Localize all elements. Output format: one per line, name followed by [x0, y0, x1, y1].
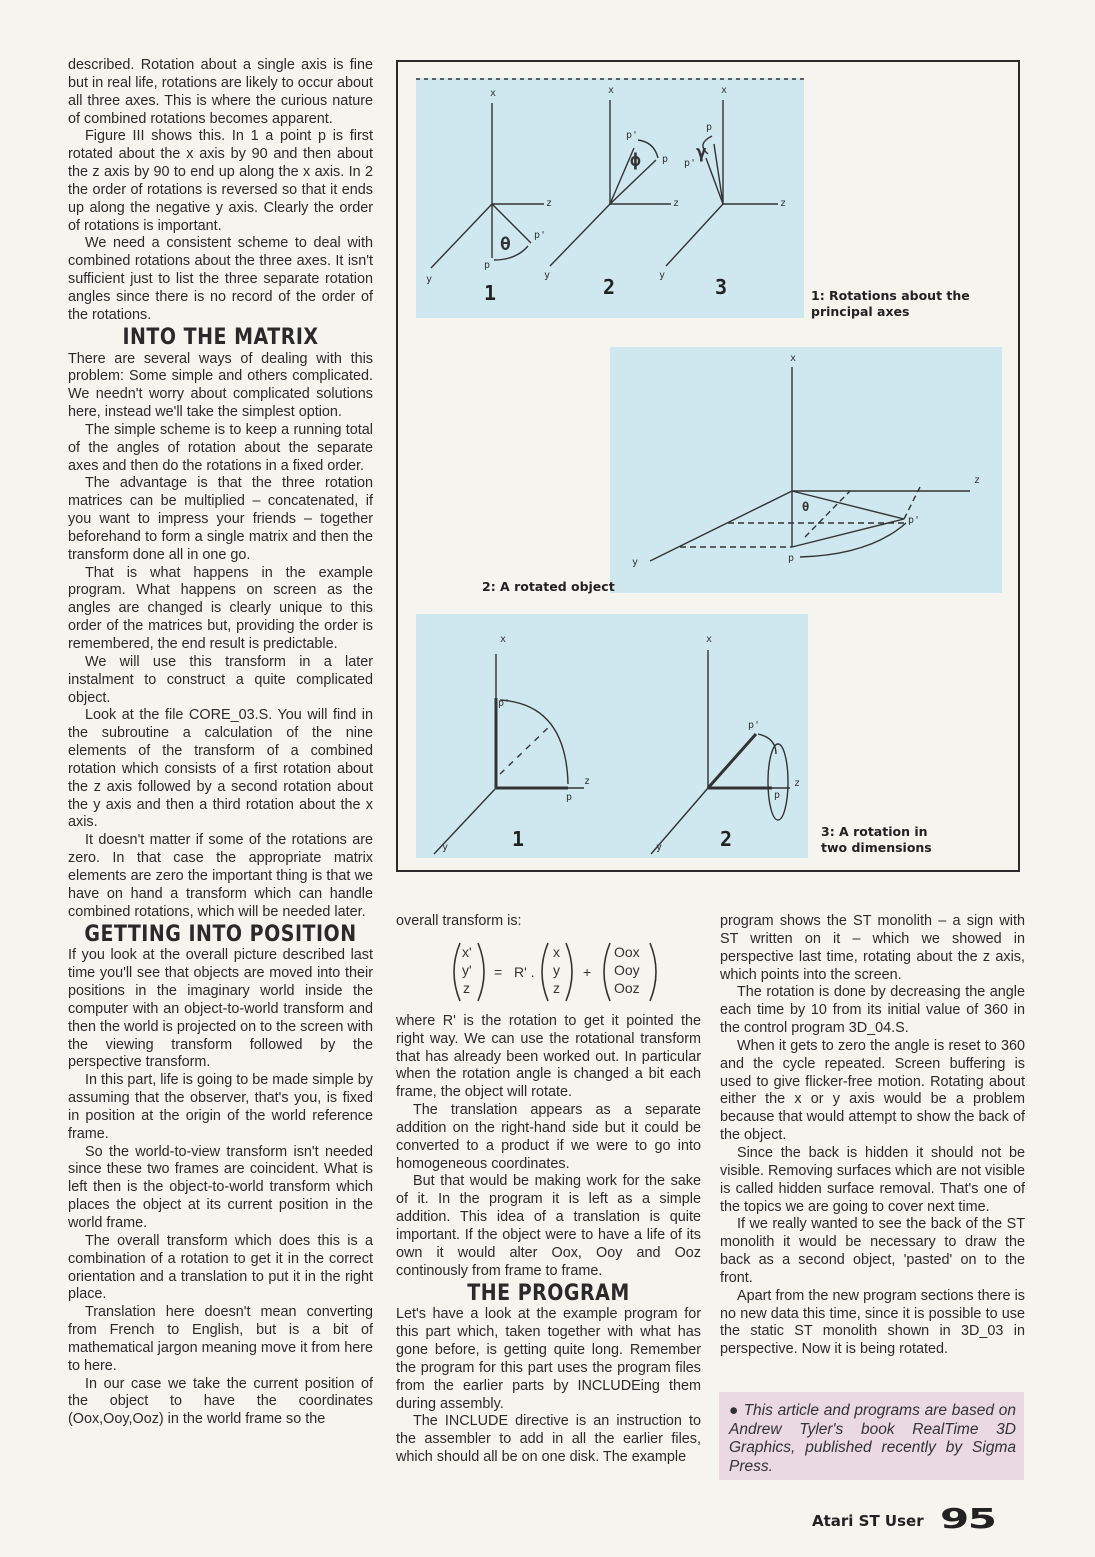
- equation-term: y: [553, 961, 560, 978]
- figure-caption-1: [811, 288, 970, 320]
- equation-term: z: [553, 979, 560, 996]
- paragraph: If we really wanted to see the back of the ST monolith it would be necessary to draw the back as a second object, 'pasted' on to the front.: [720, 1216, 1025, 1286]
- axis-label-z: z: [673, 198, 680, 209]
- caption-line: principal axes: [811, 304, 910, 319]
- axis-label-z: z: [974, 475, 981, 486]
- theta-symbol: θ: [500, 234, 511, 255]
- paragraph: Translation here doesn't mean converting from French to English, but is a bit of mathematical jargon meaning move it from here to here.: [68, 1304, 373, 1374]
- author-note-text: This article and programs are based on Andrew Tyler's book RealTime 3D Graphics, published recently by Sigma Press.: [729, 1402, 1016, 1475]
- article-column-2: [396, 913, 701, 1467]
- paragraph: The rotation is done by decreasing the angle each time by 10 from its initial value of 360 in the control program 3D_04.S.: [720, 984, 1025, 1037]
- equation-term: z: [463, 979, 470, 996]
- point-label: p': [684, 158, 697, 169]
- paragraph: The advantage is that the three rotation matrices can be multiplied – concatenated, if you want to impress your friends – together beforehand to form a single matrix and then the transform done all in one go.: [68, 475, 373, 563]
- axis-label-y: y: [442, 842, 449, 853]
- axis-label-z: z: [584, 776, 591, 787]
- axis-label-x: x: [608, 85, 615, 96]
- equation-term: =: [494, 963, 503, 980]
- point-label: p: [706, 122, 713, 133]
- diagram-number: 2: [720, 827, 733, 851]
- point-label: p: [788, 553, 795, 564]
- diagram-number: 3: [715, 275, 728, 299]
- equation-term: x: [553, 943, 560, 960]
- caption-line: 3: A rotation in: [821, 824, 928, 839]
- caption-line: 1: Rotations about the: [811, 288, 970, 303]
- axis-label-x: x: [500, 634, 507, 645]
- point-label: p: [662, 154, 669, 165]
- equation-term: Ooz: [614, 979, 640, 996]
- paragraph: Apart from the new program sections there is no new data this time, since it is possible to use the static ST monolith shown in 3D_03 in perspective. Now it is being rotated.: [720, 1287, 1025, 1358]
- paragraph: When it gets to zero the angle is reset to 360 and the cycle repeated. Screen buffering is used to give flicker-free motion. Rotating about either the x or y axis would be a problem because that would attempt to show the back of the object.: [720, 1037, 1025, 1144]
- paragraph: Figure III shows this. In 1 a point p is first rotated about the x axis by 90 and then about the z axis by 90 to end up along the x axis. In 2 the order of rotations is reversed so that it ends up along the negative y axis. Clearly the order of rotations is important.: [68, 128, 373, 234]
- paragraph: It doesn't matter if some of the rotations are zero. In that case the appropriate matrix elements are zero the important thing is that we have on hand a transform which can handle combined rotations, which will be needed later.: [68, 832, 373, 920]
- axis-label-z: z: [546, 198, 553, 209]
- paragraph: We will use this transform in a later instalment to construct a quite complicated object.: [68, 653, 373, 706]
- equation-term: Oox: [614, 943, 640, 960]
- gamma-symbol: γ: [696, 142, 707, 163]
- rotated-object-diagram: [610, 347, 1002, 593]
- paragraph: overall transform is:: [396, 913, 522, 929]
- paragraph: The translation appears as a separate addition on the right-hand side but it could be converted to a product if we were to go into homogeneous coordinates.: [396, 1102, 701, 1172]
- axis-label-y: y: [656, 842, 663, 853]
- diagram-number: 1: [484, 281, 497, 305]
- section-heading: INTO THE MATRIX: [122, 323, 319, 350]
- point-label: p': [908, 515, 921, 526]
- equation-term: y': [462, 961, 472, 978]
- point-label: p: [774, 790, 781, 801]
- author-note-box: [719, 1392, 1024, 1480]
- point-label: p': [498, 698, 511, 709]
- figure-panel-3: [416, 614, 808, 858]
- point-label: p: [566, 792, 573, 803]
- axis-label-y: y: [544, 270, 551, 281]
- point-label: p': [534, 230, 547, 241]
- figure-panel-2: [610, 347, 1002, 593]
- paragraph: In our case we take the current position of the object to have the coordinates (Oox,Ooy,Ooz) in the world frame so the: [68, 1375, 373, 1428]
- paragraph: Let's have a look at the example program for this part which, taken together with what has gone before, is getting quite long. Remember the program for this part uses the program files from the earlier parts by INCLUDEing them during assembly.: [396, 1306, 701, 1412]
- two-dimension-rotation-diagram: [416, 614, 808, 858]
- paragraph: Look at the file CORE_03.S. You will find in the subroutine a calculation of the nine elements of the transform of a combined rotation which consists of a first rotation about the z axis followed by a second rotation about the y axis and then a third rotation about the x axis.: [68, 707, 373, 831]
- axis-label-x: x: [721, 85, 728, 96]
- axis-label-x: x: [790, 353, 797, 364]
- rotations-diagram: [416, 78, 804, 318]
- figure-box: [396, 60, 1020, 872]
- paragraph: In this part, life is going to be made simple by assuming that the observer, that's you, is fixed in position at the origin of the world reference frame.: [68, 1072, 373, 1142]
- equation-term: Ooy: [614, 961, 640, 978]
- equation-term: R' .: [514, 963, 535, 980]
- equation-term: +: [583, 963, 592, 980]
- equation-graphic: [396, 937, 701, 1007]
- paragraph: where R' is the rotation to get it pointed the right way. We can use the rotational transform that has already been worked out. In particular when the rotation angle is changed a bit each frame, the object will rotate.: [396, 1012, 701, 1101]
- paragraph: Since the back is hidden it should not be visible. Removing surfaces which are not visible is called hidden surface removal. That's one of the topics we are going to cover next time.: [720, 1144, 1025, 1215]
- article-column-1: [68, 57, 373, 1429]
- axis-label-x: x: [706, 634, 713, 645]
- diagram-number: 1: [512, 827, 525, 851]
- paragraph: If you look at the overall picture described last time you'll see that objects are moved into their positions in the imaginary world inside the computer with an object-to-world transform and then the world is projected on to the screen with the viewing transform followed by the perspective transform.: [68, 947, 373, 1071]
- paragraph: So the world-to-view transform isn't needed since these two frames are coincident. What is left then is the object-to-world transform which places the object at its current position in the world frame.: [68, 1143, 373, 1231]
- article-column-3: [720, 913, 1025, 1359]
- point-label: p: [484, 260, 491, 271]
- theta-symbol: θ: [802, 500, 810, 514]
- paragraph: described. Rotation about a single axis is fine but in real life, rotations are likely to occur about all three axes. This is where the curious nature of combined rotations becomes apparent.: [68, 57, 373, 127]
- paragraph: The overall transform which does this is a combination of a rotation to get it in the correct orientation and a translation to put it in the right place.: [68, 1232, 373, 1303]
- figure-caption-3: [821, 824, 932, 856]
- paragraph: But that would be making work for the sake of it. In the program it is left as a simple addition. This idea of a translation is quite important. If the object were to have a life of its own it would alter Oox, Ooy and Ooz continously from frame to frame.: [396, 1173, 701, 1279]
- magazine-name: Atari ST User: [812, 1512, 924, 1530]
- axis-label-z: z: [780, 198, 787, 209]
- axis-label-z: z: [794, 778, 801, 789]
- paragraph: There are several ways of dealing with this problem: Some simple and others complicated. We needn't worry about complicated solutions here, instead we'll take the simplest option.: [68, 350, 373, 421]
- section-heading: THE PROGRAM: [467, 1279, 630, 1306]
- section-heading: GETTING INTO POSITION: [84, 920, 357, 947]
- paragraph: The INCLUDE directive is an instruction to the assembler to add in all the earlier files, which should all be on one disk. The example: [396, 1413, 701, 1466]
- axis-label-x: x: [490, 88, 497, 99]
- paragraph: We need a consistent scheme to deal with combined rotations about the three axes. It isn't sufficient just to list the three separate rotation angles since there is no record of the order of the rotations.: [68, 235, 373, 323]
- axis-label-y: y: [632, 557, 639, 568]
- axis-label-y: y: [426, 274, 433, 285]
- paragraph: The simple scheme is to keep a running total of the angles of rotation about the separate axes and then do the rotations in a fixed order.: [68, 421, 373, 474]
- equation-term: x': [462, 943, 472, 960]
- bullet-icon: ●: [729, 1402, 739, 1419]
- page-number: 95: [940, 1502, 996, 1535]
- figure-panel-1: [416, 78, 804, 318]
- paragraph: program shows the ST monolith – a sign with ST written on it – which we showed in perspective last time, rotating about the z axis, which points into the screen.: [720, 913, 1025, 983]
- diagram-number: 2: [603, 275, 616, 299]
- phi-symbol: ϕ: [630, 150, 641, 171]
- paragraph: That is what happens in the example program. What happens on screen as the angles are changed is clearly unique to this order of the matrices but, providing the order is remembered, the end result is predictable.: [68, 564, 373, 652]
- figure-caption-2: 2: A rotated object: [482, 579, 615, 594]
- point-label: p': [748, 720, 761, 731]
- axis-label-y: y: [659, 270, 666, 281]
- point-label: p': [626, 130, 639, 141]
- transform-equation: [396, 937, 701, 1007]
- caption-line: two dimensions: [821, 840, 932, 855]
